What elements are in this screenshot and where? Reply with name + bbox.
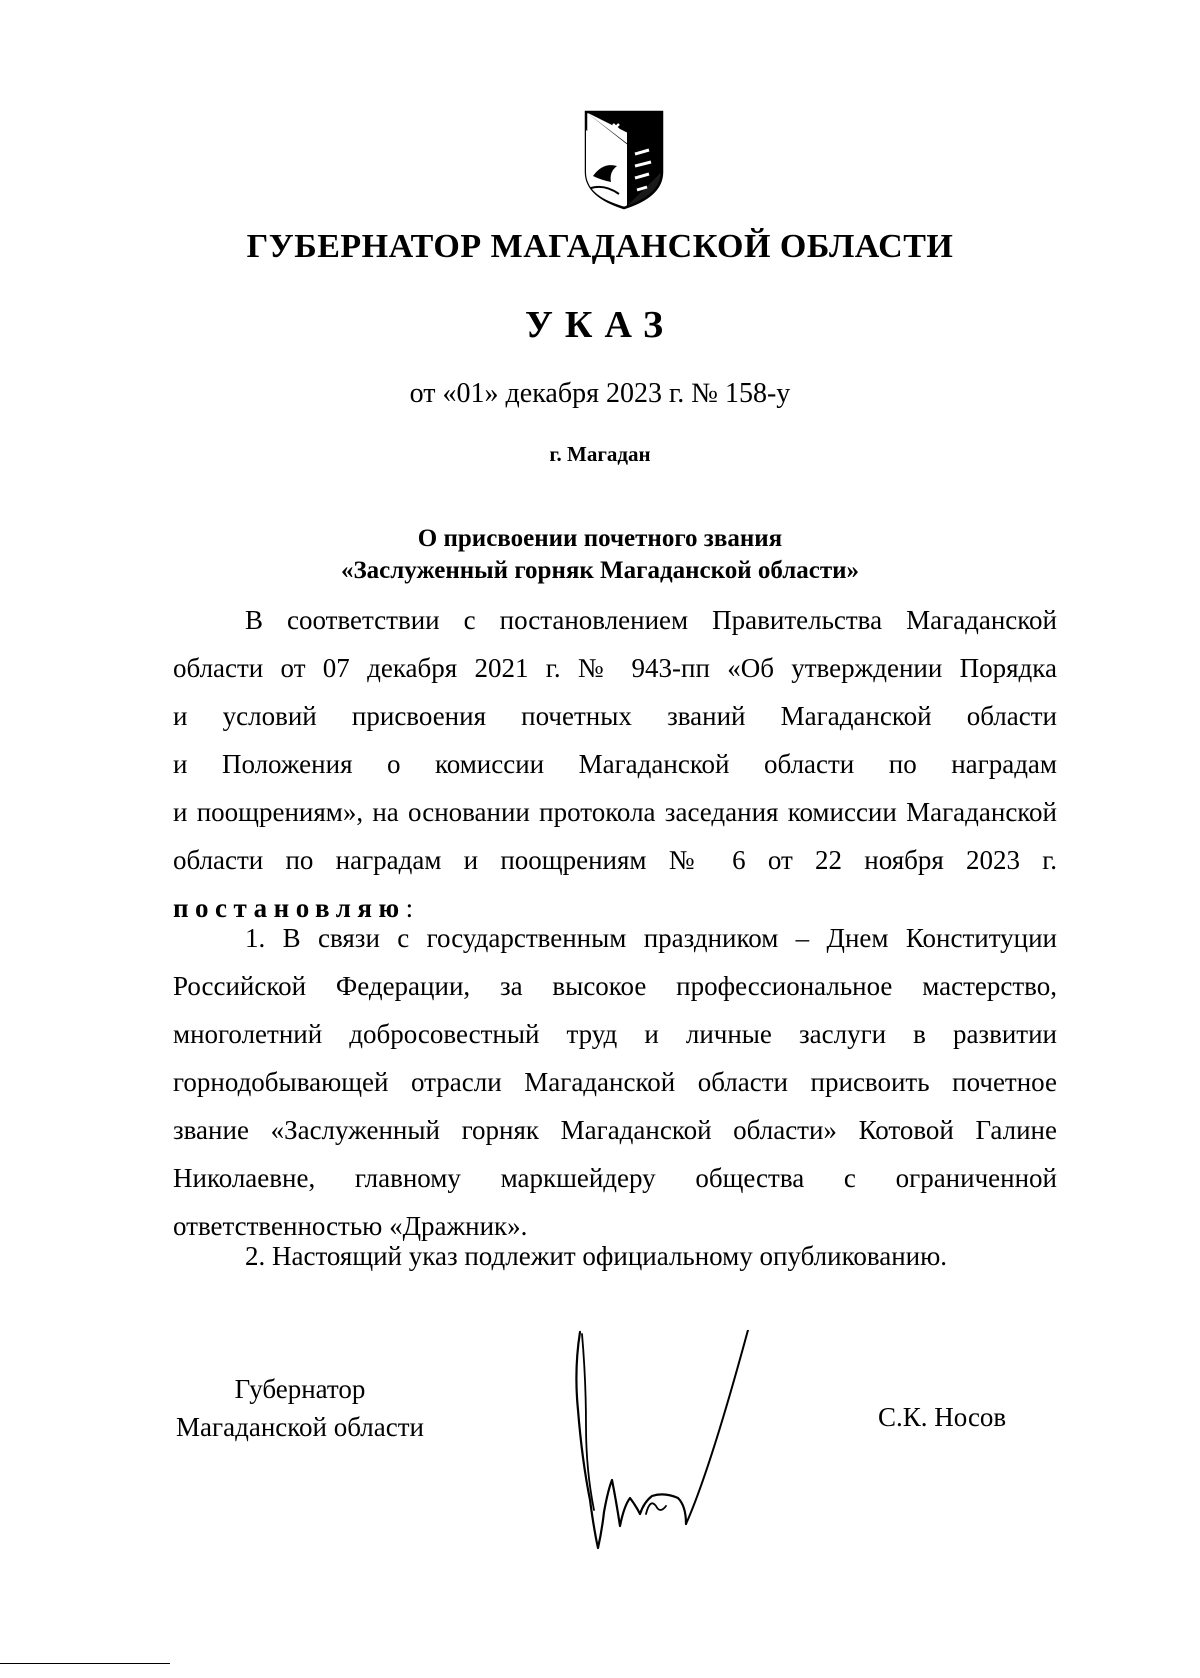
resolve-word: постановляю bbox=[173, 893, 406, 923]
subject-line-1: О присвоении почетного звания bbox=[417, 525, 783, 552]
text-line: Российской Федерации, за высокое профессиональное мастерство, bbox=[173, 971, 1057, 1001]
text-line: области по наградам и поощрениям № 6 от 22 ноября 2023 г. bbox=[173, 845, 1057, 875]
position-line-1: Губернатор bbox=[234, 1374, 366, 1404]
position-line-2: Магаданской области bbox=[176, 1412, 424, 1442]
coat-of-arms-icon bbox=[583, 110, 665, 210]
decree-subject bbox=[0, 523, 1200, 587]
place-of-issue: г. Магадан bbox=[549, 442, 651, 466]
text-line: 1. В связи с государственным праздником – Днем Конституции bbox=[245, 923, 1057, 953]
text-line: 2. Настоящий указ подлежит официальному опубликованию. bbox=[245, 1241, 948, 1271]
text-line: Николаевне, главному маркшейдеру общества с ограниченной bbox=[173, 1163, 1057, 1193]
preamble-paragraph bbox=[173, 596, 1057, 932]
footer-divider bbox=[0, 1663, 170, 1664]
item-2-paragraph bbox=[173, 1232, 1057, 1280]
item-1-paragraph bbox=[173, 914, 1057, 1250]
handwritten-signature bbox=[560, 1330, 800, 1560]
subject-line-2: «Заслуженный горняк Магаданской области» bbox=[340, 557, 860, 584]
resolve-colon: : bbox=[405, 893, 414, 923]
text-line: и поощрениям», на основании протокола заседания комиссии Магаданской bbox=[173, 797, 1057, 827]
signatory-name: С.К. Носов bbox=[878, 1402, 1007, 1432]
text-line: горнодобывающей отрасли Магаданской области присвоить почетное bbox=[173, 1067, 1057, 1097]
signatory-position bbox=[150, 1370, 450, 1446]
text-line: и условий присвоения почетных званий Магаданской области bbox=[173, 701, 1057, 731]
issuing-authority: ГУБЕРНАТОР МАГАДАНСКОЙ ОБЛАСТИ bbox=[246, 228, 954, 265]
text-line: ответственностью «Дражник». bbox=[173, 1211, 528, 1241]
text-line: области от 07 декабря 2021 г. № 943-пп «Об утверждении Порядка bbox=[173, 653, 1057, 683]
text-line: многолетний добросовестный труд и личные заслуги в развитии bbox=[173, 1019, 1057, 1049]
document-type: УКАЗ bbox=[525, 304, 675, 346]
text-line: В соответствии с постановлением Правительства Магаданской bbox=[245, 605, 1057, 635]
text-line: звание «Заслуженный горняк Магаданской области» Котовой Галине bbox=[173, 1115, 1057, 1145]
text-line: и Положения о комиссии Магаданской области по наградам bbox=[173, 749, 1057, 779]
date-and-number: от «01» декабря 2023 г. № 158-у bbox=[409, 378, 791, 409]
